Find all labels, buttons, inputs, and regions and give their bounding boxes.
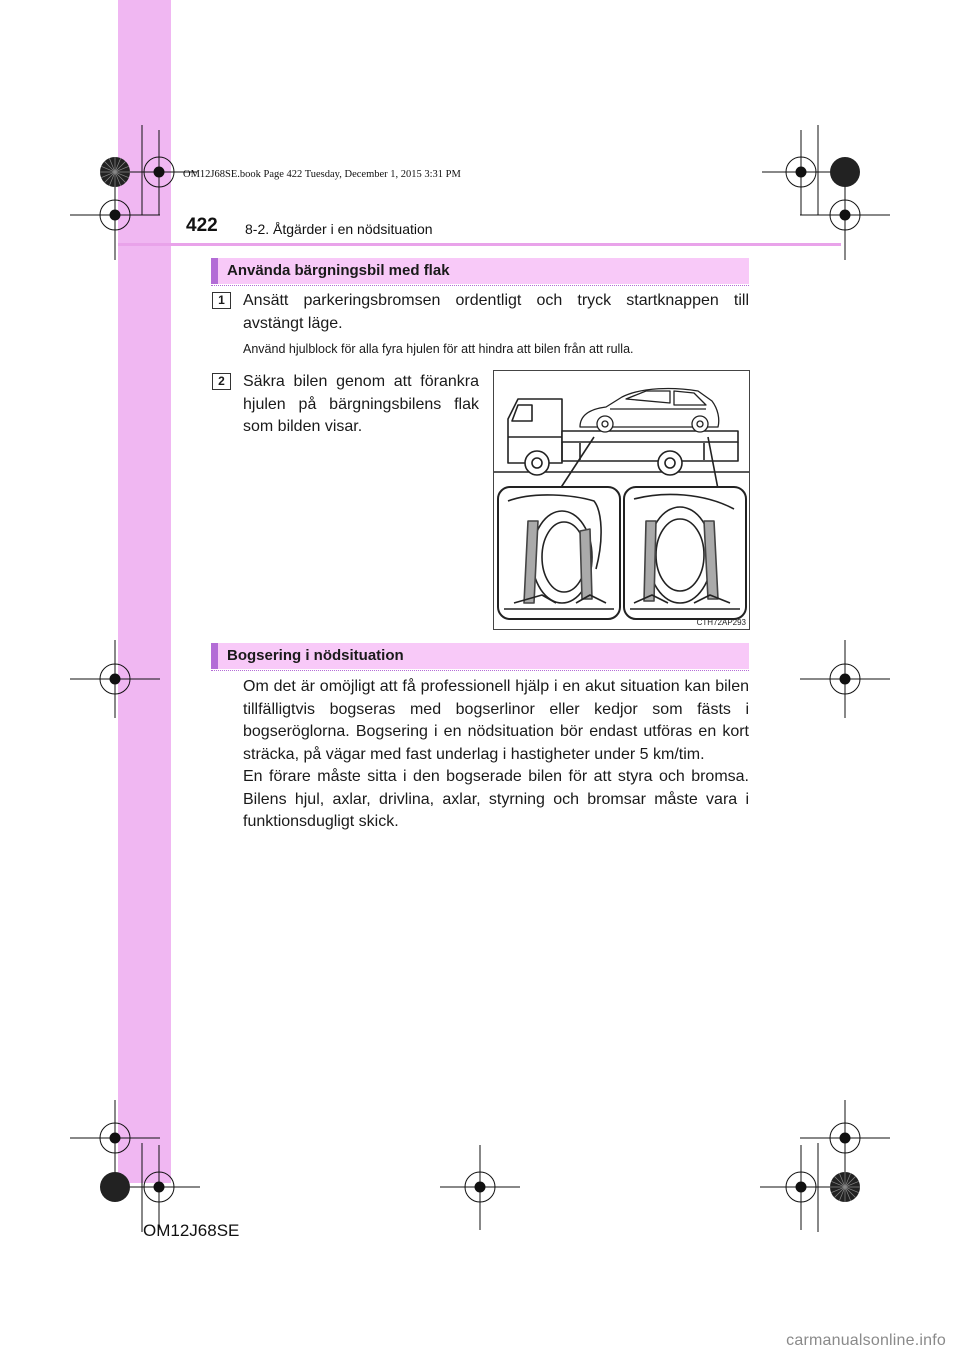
section-heading-flatbed: Använda bärgningsbil med flak — [211, 258, 749, 284]
truck-rear-wheel-icon — [658, 451, 682, 475]
registration-target-upper-right — [800, 180, 890, 260]
registration-target-upper-left — [70, 180, 160, 260]
step-number-1: 1 — [212, 292, 231, 309]
car-icon — [580, 389, 719, 432]
flatbed-tow-truck-illustration — [493, 370, 750, 630]
page-number: 422 — [186, 215, 218, 236]
leader-line-front — [560, 437, 594, 489]
book-info-line: OM12J68SE.book Page 422 Tuesday, December 1, 2015 3:31 PM — [183, 169, 461, 180]
step-1-text: Ansätt parkeringsbromsen ordentligt och tryck startknappen till avstängt läge. — [243, 292, 749, 332]
emergency-towing-paragraph-2: En förare måste sitta i den bogserade bilen för att styra och bromsa. Bilens hjul, axlar, drivlina, axlar, styrning och bromsar måste vara i funktionsdugligt skick. — [243, 768, 749, 830]
star-wheel-bottom-right — [830, 1172, 860, 1202]
truck-front-wheel-icon — [525, 451, 549, 475]
step-2-text: Säkra bilen genom att förankra hjulen på bärgningsbilens flak som bilden visar. — [243, 373, 479, 435]
registration-target-lower-right — [800, 1100, 890, 1180]
star-wheel-top-right — [830, 157, 860, 187]
manual-code: OM12J68SE — [143, 1221, 240, 1240]
registration-target-top-right — [762, 130, 842, 215]
watermark: carmanualsonline.info — [786, 1332, 946, 1349]
rear-wheel-detail — [624, 487, 746, 619]
header-rule — [118, 243, 841, 246]
registration-target-mid-right — [800, 640, 890, 718]
chapter-title: 8-2. Åtgärder i en nödsituation — [245, 221, 433, 237]
section-heading-emergency-towing: Bogsering i nödsituation — [211, 643, 749, 669]
registration-target-bottom-center — [440, 1145, 520, 1230]
emergency-towing-paragraph-1: Om det är omöjligt att få professionell hjälp i en akut situation kan bilen tillfälligtvis bogseras med bogserlinor eller kedjor som fästs i bogseröglorna. Bogsering i en nödsituation bör endast utföras en kort sträcka, på vägar med fast underlag i hastigheter under 5 km/tim. — [243, 678, 749, 763]
step-number-2: 2 — [212, 373, 231, 390]
registration-target-mid-left — [70, 640, 160, 718]
leader-line-rear — [708, 437, 718, 489]
star-wheel-top-left — [100, 157, 130, 187]
registration-target-lower-left — [70, 1100, 160, 1180]
step-1-note: Använd hjulblock för alla fyra hjulen för att hindra att bilen från att rulla. — [243, 342, 634, 356]
star-wheel-bottom-left — [100, 1172, 130, 1202]
front-wheel-detail — [498, 487, 620, 619]
figure-code: CTH72AP293 — [696, 618, 746, 627]
